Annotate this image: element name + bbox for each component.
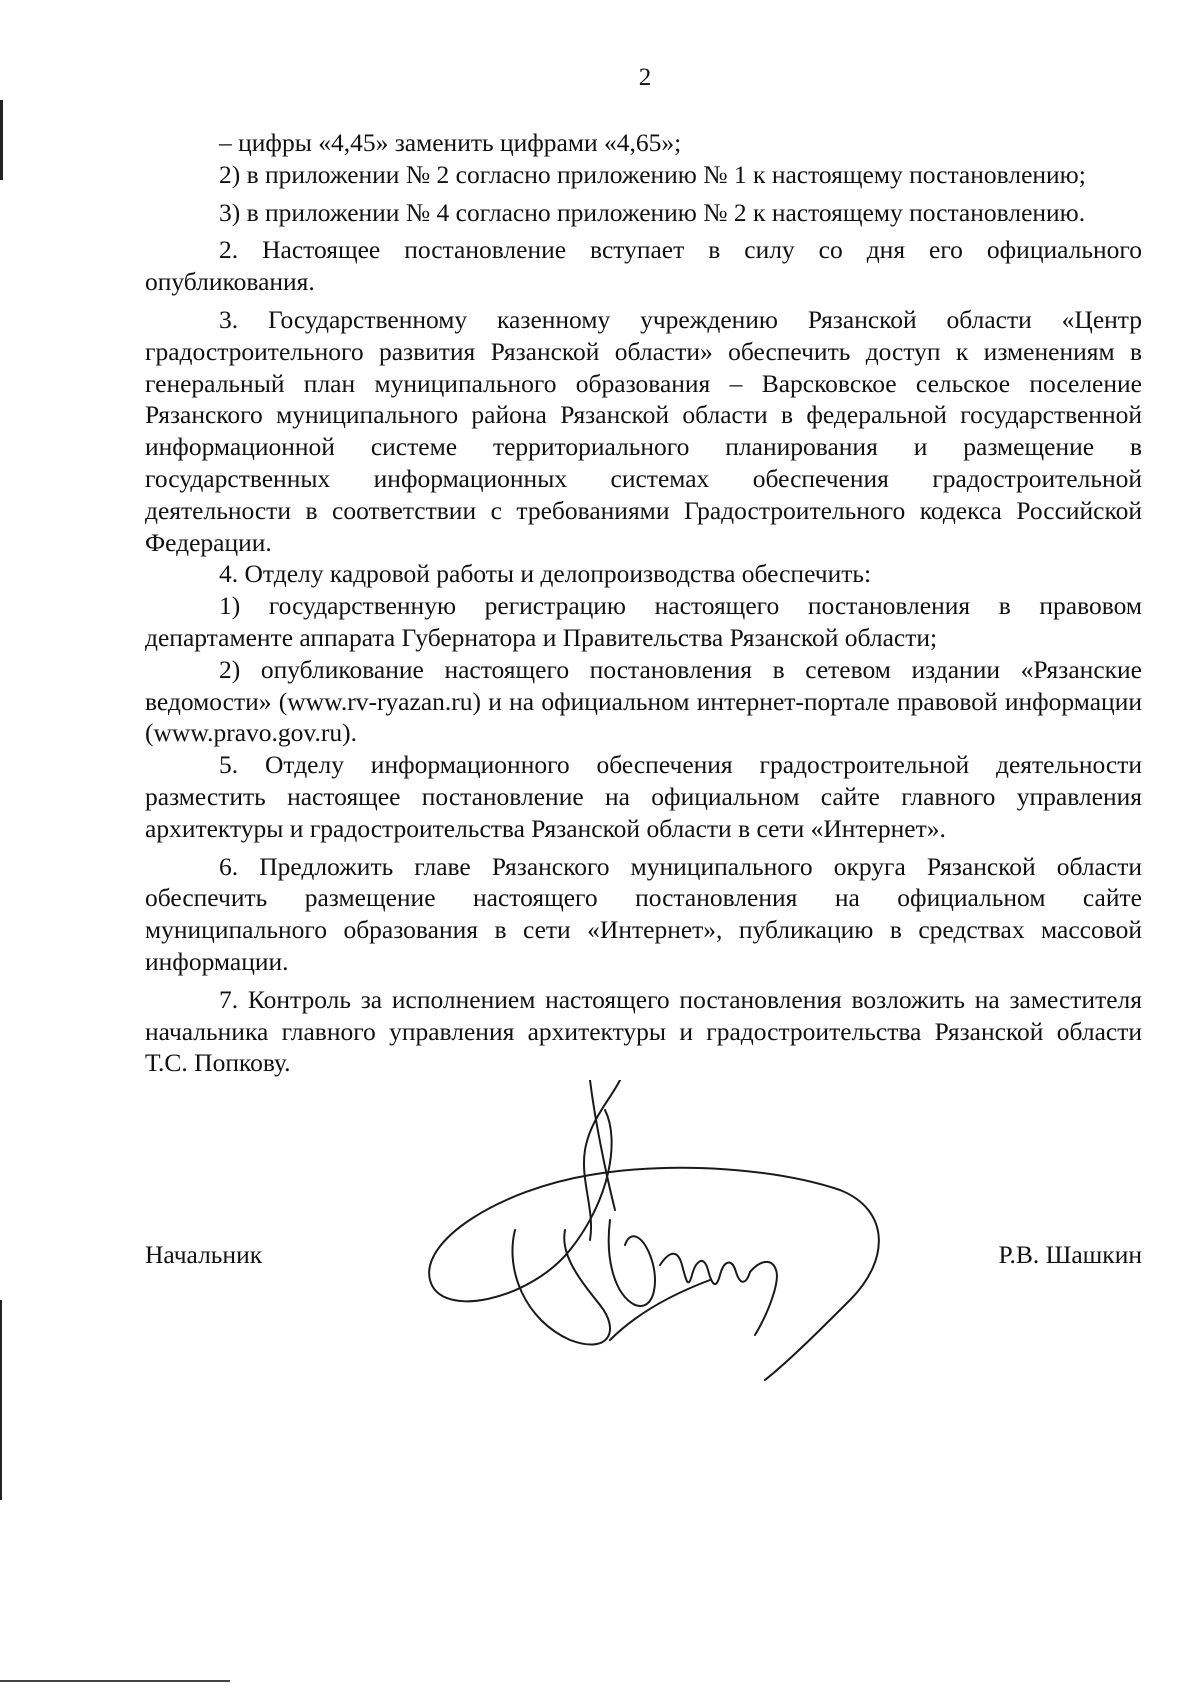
paragraph-item-3: 3. Государственному казенному учреждению Рязанской области «Центр градостроительного развития Рязанской области» обеспечить доступ к изменениям в генеральный план муниципального образования – Варсковское сельское поселение Рязанского муниципального района Рязанской области в федеральной государственной информационной системе территориального планирования и размещение в государственных информационных системах обеспечения градостроительной деятельности в соответствии с требованиями Градостроительного кодекса Российской Федерации. <box>145 304 1142 557</box>
signatory-title: Начальник <box>145 1240 263 1269</box>
paragraph-item-6: 6. Предложить главе Рязанского муниципального округа Рязанской области обеспечить размещение настоящего постановления на официальном сайте муниципального образования в сети «Интернет», публикацию в средствах массовой информации. <box>145 851 1142 976</box>
paragraph-digit-replacement: – цифры «4,45» заменить цифрами «4,65»; <box>219 128 682 157</box>
paragraph-item-5: 5. Отделу информационного обеспечения градостроительной деятельности разместить настоящее постановление на официальном сайте главного управления архитектуры и градостроительства Рязанской области в сети «Интернет». <box>145 750 1142 843</box>
scan-edge-mark <box>0 100 3 180</box>
paragraph-item-4-2: 2) опубликование настоящего постановления в сетевом издании «Рязанские ведомости» (www.rv-ryazan.ru) и на официальном интернет-портале правовой информации (www.pravo.gov.ru). <box>145 654 1142 748</box>
paragraph-appendix-2: 2) в приложении № 2 согласно приложению № 1 к настоящему постановлению; <box>219 159 1086 189</box>
signatory-name: Р.В. Шашкин <box>998 1240 1142 1269</box>
scan-edge-mark <box>0 1300 2 1500</box>
handwritten-signature <box>420 1080 900 1410</box>
paragraph-item-4: 4. Отделу кадровой работы и делопроизводства обеспечить: <box>219 559 872 589</box>
paragraph-item-7: 7. Контроль за исполнением настоящего постановления возложить на заместителя начальника главного управления архитектуры и градостроительства Рязанской области Т.С. Попкову. <box>145 984 1142 1078</box>
paragraph-appendix-4: 3) в приложении № 4 согласно приложению № 2 к настоящему постановлению. <box>219 197 1086 227</box>
document-body <box>145 127 1142 1079</box>
paragraph-item-2: 2. Настоящее постановление вступает в силу со дня его официального опубликования. <box>145 235 1142 297</box>
paragraph-item-4-1: 1) государственную регистрацию настоящего постановления в правовом департаменте аппарата Губернатора и Правительства Рязанской области; <box>145 591 1142 652</box>
scan-edge-mark <box>0 1680 230 1682</box>
page-number: 2 <box>638 64 652 91</box>
